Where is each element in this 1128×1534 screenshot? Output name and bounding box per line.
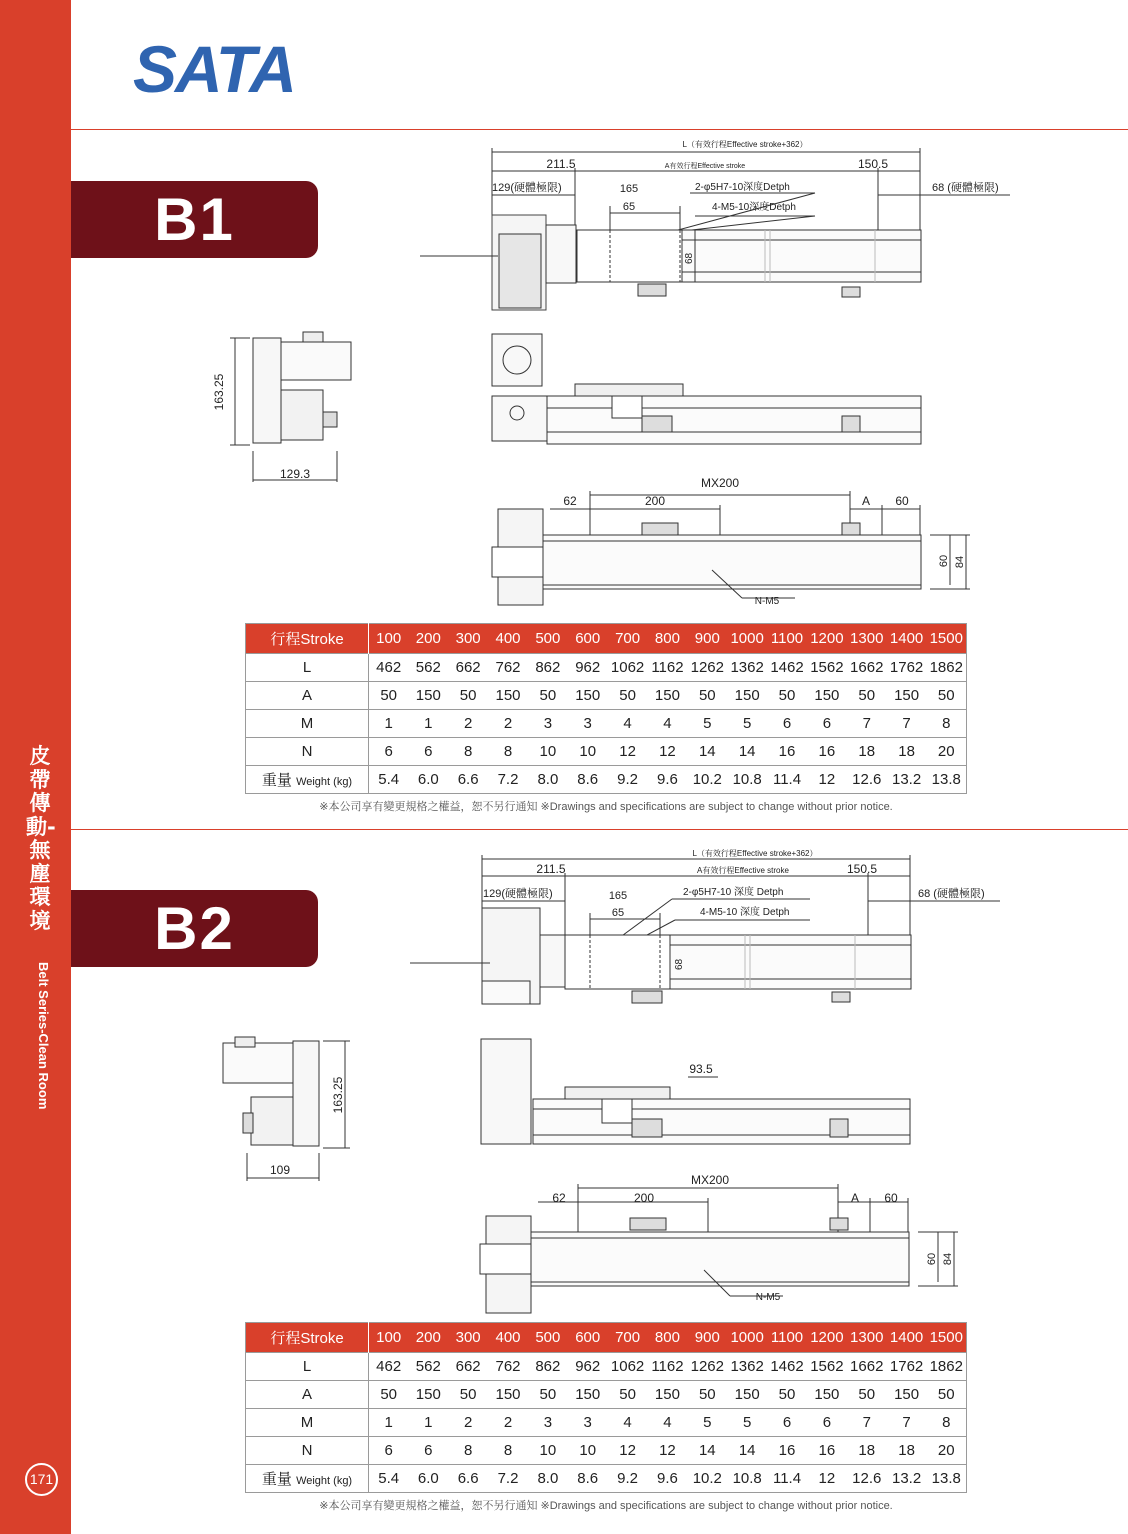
table-cell: 7.2: [488, 1465, 528, 1493]
table-cell: 1062: [608, 654, 648, 682]
table-cell: 50: [608, 682, 648, 710]
table-cell: 9.6: [648, 766, 688, 794]
b2-bottom-a: A: [850, 1191, 860, 1205]
table-cell: 862: [528, 654, 568, 682]
table-cell: 150: [408, 682, 448, 710]
b2-bottom-200: 200: [633, 1191, 655, 1205]
b1-spec-table: [245, 623, 967, 794]
table-cell: 18: [887, 738, 927, 766]
table-cell: 150: [807, 1381, 847, 1409]
table-cell: 8.6: [568, 766, 608, 794]
b1-dim-68: 68: [684, 252, 695, 264]
table-cell: 8.0: [528, 1465, 568, 1493]
table-cell: 562: [408, 1353, 448, 1381]
b2-stroke-cell: 300: [448, 1323, 488, 1353]
table-cell: 50: [528, 1381, 568, 1409]
b2-top-view-drawing: [410, 845, 1010, 1010]
weight-row-label: [246, 1465, 369, 1493]
b2-spec-table: [245, 1322, 967, 1493]
page-number: 171: [25, 1463, 58, 1496]
table-cell: 12: [608, 738, 648, 766]
b2-dim-68: 68: [674, 958, 685, 970]
table-cell: 1462: [767, 654, 807, 682]
b1-stroke-cell: 1500: [927, 624, 967, 654]
b1-stroke-cell: 300: [448, 624, 488, 654]
table-cell: 462: [369, 1353, 409, 1381]
b2-stroke-cell: 1500: [927, 1323, 967, 1353]
table-cell: 662: [448, 654, 488, 682]
b2-bottom-mx: MX200: [690, 1173, 730, 1187]
table-cell: 6.0: [408, 1465, 448, 1493]
table-cell: 12.6: [847, 766, 887, 794]
table-cell: 1: [408, 710, 448, 738]
divider-middle: [71, 829, 1128, 830]
sata-logo: [133, 36, 303, 98]
table-cell: 150: [648, 1381, 688, 1409]
table-cell: 5: [727, 1409, 767, 1437]
table-cell: 8: [488, 738, 528, 766]
table-cell: 50: [847, 682, 887, 710]
table-cell: 10.2: [687, 1465, 727, 1493]
table-cell: 562: [408, 654, 448, 682]
b1-side-width: 129.3: [279, 467, 311, 481]
table-cell: 2: [448, 1409, 488, 1437]
table-cell: 13.2: [887, 1465, 927, 1493]
b1-bottom-view-drawing: [490, 475, 980, 610]
b2-stroke-cell: 200: [408, 1323, 448, 1353]
table-cell: 8.6: [568, 1465, 608, 1493]
table-cell: 3: [568, 710, 608, 738]
table-cell: 12: [648, 1437, 688, 1465]
row-label: N: [246, 1437, 369, 1465]
b1-stroke-cell: 100: [369, 624, 409, 654]
b1-stroke-cell: 1200: [807, 624, 847, 654]
b1-stroke-cell: 200: [408, 624, 448, 654]
table-cell: 6.0: [408, 766, 448, 794]
b2-table-row-weight: [246, 1465, 967, 1493]
b2-table-row-n: [246, 1437, 967, 1465]
table-cell: 2: [488, 710, 528, 738]
table-cell: 1562: [807, 654, 847, 682]
sidebar-title-en: Belt Series-Clean Room: [36, 962, 51, 1110]
b1-table-row-l: [246, 654, 967, 682]
table-cell: 50: [369, 682, 409, 710]
table-cell: 16: [807, 1437, 847, 1465]
b1-bottom-a: A: [861, 494, 871, 508]
table-cell: 18: [887, 1437, 927, 1465]
b1-bottom-h60: 60: [938, 554, 950, 568]
table-cell: 18: [847, 738, 887, 766]
table-cell: 762: [488, 1353, 528, 1381]
b2-bottom-62: 62: [552, 1191, 566, 1205]
table-cell: 6: [767, 1409, 807, 1437]
b1-stroke-cell: 700: [608, 624, 648, 654]
table-cell: 1862: [927, 654, 967, 682]
table-cell: 1862: [927, 1353, 967, 1381]
section-tag-b2: B2: [71, 890, 318, 967]
table-cell: 6.6: [448, 1465, 488, 1493]
b2-stroke-cell: 1000: [727, 1323, 767, 1353]
b2-front-view-drawing: [478, 1037, 918, 1147]
b1-hard-limit-left: 129(硬體極限): [492, 182, 562, 194]
table-cell: 150: [568, 682, 608, 710]
table-cell: 10: [568, 738, 608, 766]
table-cell: 16: [807, 738, 847, 766]
b2-top-label: L（有效行程Effective stroke+362）: [692, 849, 818, 858]
table-cell: 8: [448, 738, 488, 766]
table-cell: 150: [488, 682, 528, 710]
table-cell: 6: [408, 738, 448, 766]
table-cell: 13.8: [927, 1465, 967, 1493]
table-cell: 150: [727, 682, 767, 710]
table-cell: 1662: [847, 1353, 887, 1381]
table-cell: 10: [528, 1437, 568, 1465]
table-cell: 1062: [608, 1353, 648, 1381]
weight-label-en: Weight (kg): [296, 1475, 353, 1487]
table-cell: 20: [927, 1437, 967, 1465]
b1-dim-165: 165: [619, 183, 639, 195]
b1-mid-label: A有效行程Effective stroke: [664, 163, 746, 170]
table-cell: 1362: [727, 1353, 767, 1381]
table-cell: 1162: [648, 1353, 688, 1381]
b1-dim-65: 65: [622, 201, 636, 213]
b2-stroke-cell: 1300: [847, 1323, 887, 1353]
table-cell: 4: [608, 1409, 648, 1437]
b2-dim-165: 165: [608, 890, 628, 902]
table-cell: 10: [568, 1437, 608, 1465]
table-cell: 12.6: [847, 1465, 887, 1493]
b1-stroke-cell: 500: [528, 624, 568, 654]
b1-side-height: 163.25: [212, 373, 226, 411]
row-label: L: [246, 654, 369, 682]
table-cell: 962: [568, 654, 608, 682]
table-cell: 7.2: [488, 766, 528, 794]
table-cell: 3: [568, 1409, 608, 1437]
b1-header-label: 行程Stroke: [246, 624, 369, 654]
table-cell: 962: [568, 1353, 608, 1381]
b2-stroke-cell: 900: [687, 1323, 727, 1353]
logo-text: SATA: [133, 36, 295, 98]
b2-tap-hole: 4-M5-10 深度 Detph: [700, 907, 790, 918]
table-cell: 6: [807, 710, 847, 738]
table-cell: 150: [887, 682, 927, 710]
b2-bottom-h60: 60: [926, 1252, 938, 1266]
table-cell: 50: [767, 1381, 807, 1409]
row-label: A: [246, 682, 369, 710]
table-cell: 6: [807, 1409, 847, 1437]
table-cell: 8: [927, 710, 967, 738]
b1-stroke-cell: 900: [687, 624, 727, 654]
table-cell: 1: [369, 710, 409, 738]
table-cell: 50: [847, 1381, 887, 1409]
table-cell: 5: [687, 710, 727, 738]
table-cell: 5: [727, 710, 767, 738]
table-cell: 14: [687, 738, 727, 766]
row-label: M: [246, 1409, 369, 1437]
b2-stroke-cell: 700: [608, 1323, 648, 1353]
table-cell: 862: [528, 1353, 568, 1381]
table-cell: 762: [488, 654, 528, 682]
b2-left-dim: 211.5: [536, 862, 566, 876]
table-cell: 7: [847, 1409, 887, 1437]
table-cell: 10.8: [727, 766, 767, 794]
b2-table-row-m: [246, 1409, 967, 1437]
b1-stroke-cell: 1400: [887, 624, 927, 654]
b1-hard-limit-right: 68 (硬體極限): [932, 182, 999, 194]
table-cell: 4: [648, 1409, 688, 1437]
b2-disclaimer-note: ※本公司享有變更規格之權益，恕不另行通知 ※Drawings and specifications are subject to change without prior notice.: [319, 1500, 893, 1512]
b1-bottom-nm5: N-M5: [754, 596, 780, 607]
b1-stroke-cell: 600: [568, 624, 608, 654]
table-cell: 50: [369, 1381, 409, 1409]
b1-front-view-drawing: [490, 330, 930, 450]
table-cell: 150: [648, 682, 688, 710]
table-cell: 50: [687, 1381, 727, 1409]
table-cell: 50: [608, 1381, 648, 1409]
table-cell: 4: [648, 710, 688, 738]
table-cell: 50: [927, 682, 967, 710]
b2-stroke-cell: 1200: [807, 1323, 847, 1353]
b1-right-dim: 150.5: [857, 157, 889, 171]
row-label: M: [246, 710, 369, 738]
table-cell: 8.0: [528, 766, 568, 794]
table-cell: 14: [687, 1437, 727, 1465]
table-cell: 13.2: [887, 766, 927, 794]
b1-table-row-weight: [246, 766, 967, 794]
b2-hard-limit-right: 68 (硬體極限): [918, 888, 985, 900]
table-cell: 1: [408, 1409, 448, 1437]
b1-stroke-cell: 800: [648, 624, 688, 654]
row-label: N: [246, 738, 369, 766]
table-cell: 1762: [887, 654, 927, 682]
b1-left-dim: 211.5: [546, 157, 576, 171]
b2-bottom-view-drawing: [478, 1172, 968, 1315]
table-cell: 20: [927, 738, 967, 766]
b1-stroke-cell: 400: [488, 624, 528, 654]
weight-label-zh: 重量: [261, 1471, 292, 1488]
b1-table-header-row: [246, 624, 967, 654]
table-cell: 7: [847, 710, 887, 738]
table-cell: 7: [887, 1409, 927, 1437]
b1-stroke-cell: 1100: [767, 624, 807, 654]
table-cell: 1462: [767, 1353, 807, 1381]
table-cell: 50: [687, 682, 727, 710]
b2-bottom-60: 60: [884, 1191, 898, 1205]
table-cell: 1362: [727, 654, 767, 682]
b2-stroke-cell: 800: [648, 1323, 688, 1353]
table-cell: 150: [488, 1381, 528, 1409]
table-cell: 12: [608, 1437, 648, 1465]
b2-dim-93: 93.5: [689, 1062, 713, 1076]
table-cell: 10.8: [727, 1465, 767, 1493]
table-cell: 2: [448, 710, 488, 738]
b1-stroke-cell: 1300: [847, 624, 887, 654]
b1-bottom-60: 60: [895, 494, 909, 508]
table-cell: 662: [448, 1353, 488, 1381]
table-cell: 11.4: [767, 1465, 807, 1493]
b1-top-label: L（有效行程Effective stroke+362）: [682, 140, 808, 149]
b1-table-row-m: [246, 710, 967, 738]
b2-side-height: 163.25: [331, 1076, 345, 1114]
sidebar: [0, 0, 71, 1534]
table-cell: 6: [408, 1437, 448, 1465]
section-tag-b1: B1: [71, 181, 318, 258]
table-cell: 4: [608, 710, 648, 738]
table-cell: 18: [847, 1437, 887, 1465]
table-cell: 12: [807, 766, 847, 794]
weight-row-label: [246, 766, 369, 794]
table-cell: 16: [767, 738, 807, 766]
b2-stroke-cell: 400: [488, 1323, 528, 1353]
table-cell: 8: [448, 1437, 488, 1465]
b2-table-row-a: [246, 1381, 967, 1409]
table-cell: 50: [448, 682, 488, 710]
b1-disclaimer-note: ※本公司享有變更規格之權益，恕不另行通知 ※Drawings and specifications are subject to change without prior notice.: [319, 801, 893, 813]
table-cell: 1662: [847, 654, 887, 682]
table-cell: 8: [488, 1437, 528, 1465]
table-cell: 50: [448, 1381, 488, 1409]
sidebar-title-zh: 皮帶傳動-無塵環境: [26, 744, 56, 933]
table-cell: 5.4: [369, 1465, 409, 1493]
table-cell: 9.6: [648, 1465, 688, 1493]
table-cell: 150: [887, 1381, 927, 1409]
table-cell: 3: [528, 1409, 568, 1437]
b1-table-row-n: [246, 738, 967, 766]
b2-dim-65: 65: [611, 907, 625, 919]
table-cell: 6: [369, 1437, 409, 1465]
b1-pin-hole: 2-φ5H7-10深度Detph: [695, 182, 790, 193]
b2-side-width: 109: [269, 1163, 291, 1177]
table-cell: 11.4: [767, 766, 807, 794]
table-cell: 50: [767, 682, 807, 710]
table-cell: 3: [528, 710, 568, 738]
table-cell: 14: [727, 738, 767, 766]
b1-top-view-drawing: [420, 138, 1020, 308]
b2-stroke-cell: 1400: [887, 1323, 927, 1353]
b1-bottom-62: 62: [563, 494, 577, 508]
b2-side-view-drawing: [215, 1035, 360, 1185]
row-label: L: [246, 1353, 369, 1381]
table-cell: 50: [927, 1381, 967, 1409]
divider-top: [71, 129, 1128, 130]
table-cell: 12: [807, 1465, 847, 1493]
table-cell: 1262: [687, 1353, 727, 1381]
table-cell: 150: [408, 1381, 448, 1409]
table-cell: 10: [528, 738, 568, 766]
b2-pin-hole: 2-φ5H7-10 深度 Detph: [683, 887, 784, 898]
table-cell: 5.4: [369, 766, 409, 794]
b2-header-label: 行程Stroke: [246, 1323, 369, 1353]
b2-bottom-nm5: N-M5: [755, 1292, 781, 1303]
table-cell: 16: [767, 1437, 807, 1465]
table-cell: 1: [369, 1409, 409, 1437]
table-cell: 2: [488, 1409, 528, 1437]
b1-tap-hole: 4-M5-10深度Detph: [712, 202, 796, 213]
table-cell: 7: [887, 710, 927, 738]
table-cell: 1762: [887, 1353, 927, 1381]
b2-stroke-cell: 1100: [767, 1323, 807, 1353]
b1-bottom-200: 200: [644, 494, 666, 508]
b2-hard-limit-left: 129(硬體極限): [483, 888, 553, 900]
table-cell: 6.6: [448, 766, 488, 794]
table-cell: 14: [727, 1437, 767, 1465]
b2-bottom-h84: 84: [942, 1252, 954, 1266]
table-cell: 462: [369, 654, 409, 682]
table-cell: 150: [727, 1381, 767, 1409]
table-cell: 1562: [807, 1353, 847, 1381]
b2-stroke-cell: 600: [568, 1323, 608, 1353]
table-cell: 10.2: [687, 766, 727, 794]
b2-stroke-cell: 500: [528, 1323, 568, 1353]
table-cell: 50: [528, 682, 568, 710]
b2-right-dim: 150.5: [846, 862, 878, 876]
table-cell: 8: [927, 1409, 967, 1437]
table-cell: 6: [767, 710, 807, 738]
b2-table-header-row: [246, 1323, 967, 1353]
weight-label-zh: 重量: [261, 772, 292, 789]
b1-side-view-drawing: [205, 330, 355, 490]
weight-label-en: Weight (kg): [296, 776, 353, 788]
b1-stroke-cell: 1000: [727, 624, 767, 654]
b1-bottom-mx: MX200: [700, 476, 740, 490]
b2-table-row-l: [246, 1353, 967, 1381]
table-cell: 12: [648, 738, 688, 766]
table-cell: 150: [568, 1381, 608, 1409]
table-cell: 1262: [687, 654, 727, 682]
table-cell: 150: [807, 682, 847, 710]
row-label: A: [246, 1381, 369, 1409]
table-cell: 5: [687, 1409, 727, 1437]
table-cell: 9.2: [608, 1465, 648, 1493]
b2-stroke-cell: 100: [369, 1323, 409, 1353]
b1-table-row-a: [246, 682, 967, 710]
b1-bottom-h84: 84: [954, 555, 966, 569]
table-cell: 13.8: [927, 766, 967, 794]
table-cell: 9.2: [608, 766, 648, 794]
b2-mid-label: A有效行程Effective stroke: [697, 866, 789, 875]
table-cell: 6: [369, 738, 409, 766]
table-cell: 1162: [648, 654, 688, 682]
